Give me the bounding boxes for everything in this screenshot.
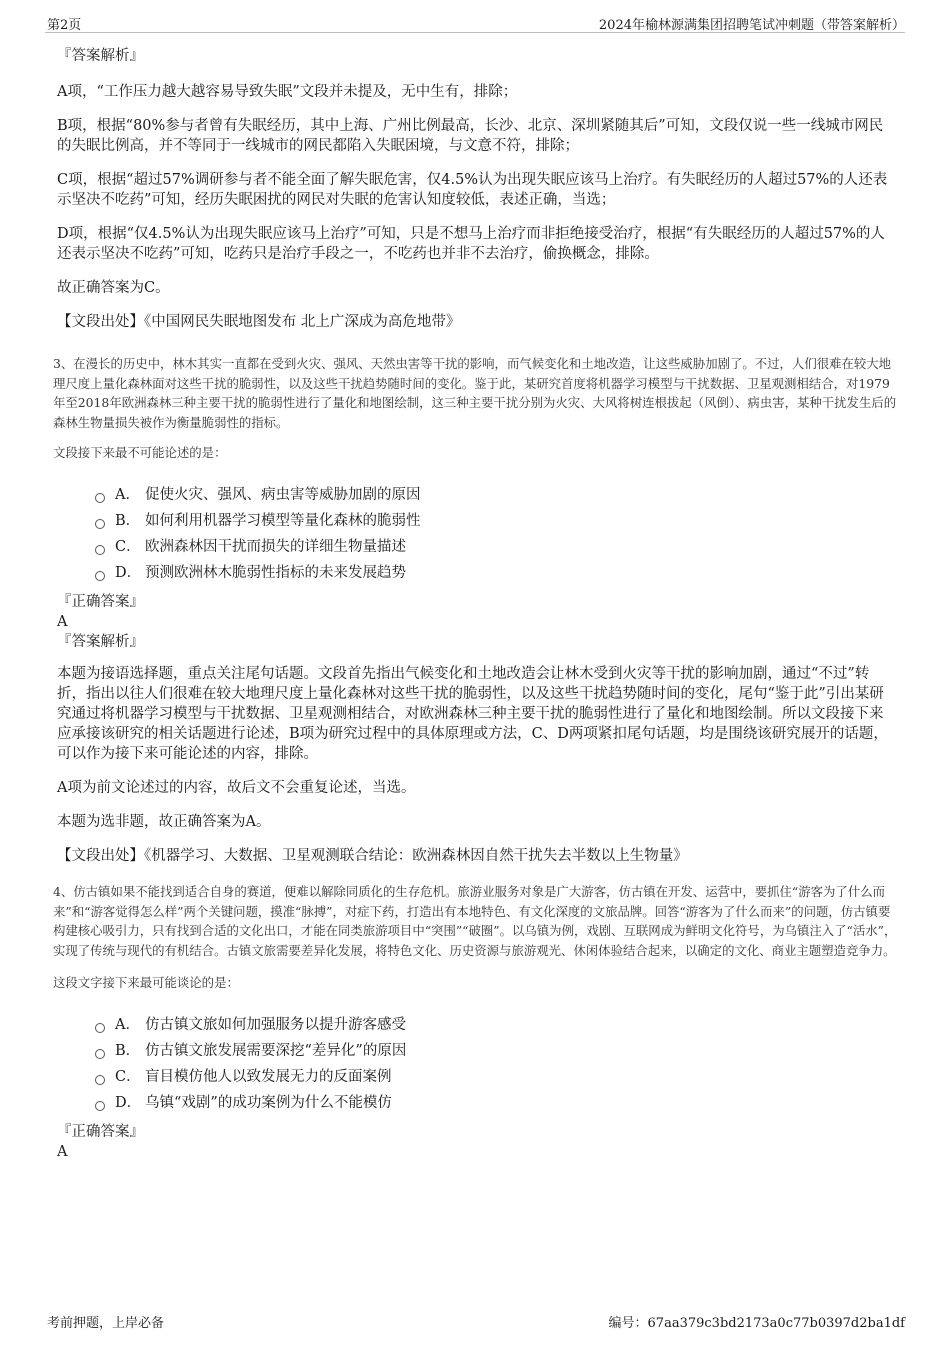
analysis-paragraph: A项，“工作压力越大越容易导致失眠”文段并未提及，无中生有，排除；: [57, 84, 518, 100]
analysis-label: 『答案解析』: [57, 634, 144, 650]
footer-doc-id: 编号：67aa379c3bd2173a0c77b0397d2ba1df: [608, 1316, 905, 1331]
analysis-label: 『答案解析』: [57, 48, 144, 64]
option-a[interactable]: A． 促使火灾、强风、病虫害等威胁加剧的原因: [95, 482, 897, 508]
analysis-paragraph: B项，根据“80%参与者曾有失眠经历，其中上海、广州比例最高，长沙、北京、深圳紧随其后”可知，文段仅说一些一线城市网民的失眠比例高，并不等同于一线城市的网民都陷入失眠困境，与文意不符，排除；: [57, 118, 884, 154]
page-header: [45, 0, 905, 33]
correct-answer: A: [57, 1144, 68, 1160]
radio-icon[interactable]: [95, 571, 105, 581]
radio-icon[interactable]: [95, 1101, 105, 1111]
radio-icon[interactable]: [95, 519, 105, 529]
analysis-paragraph: C项，根据“超过57%调研参与者不能全面了解失眠危害，仅4.5%认为出现失眠应该马上治疗。有失眠经历的人超过57%的人还表示坚决不吃药”可知，经历失眠困扰的网民对失眠的危害认知度较低，表述正确，当选；: [57, 172, 888, 208]
question-4-options: [95, 1012, 897, 1116]
option-d[interactable]: D． 预测欧洲林木脆弱性指标的未来发展趋势: [95, 560, 897, 586]
analysis-paragraph: 本题为选非题，故正确答案为A。: [57, 814, 271, 830]
radio-icon[interactable]: [95, 493, 105, 503]
question-4-text: 4、仿古镇如果不能找到适合自身的赛道，便难以解除同质化的生存危机。旅游业服务对象是广大游客，仿古镇在开发、运营中，要抓住“游客为了什么而来”和“游客觉得怎么样”两个关键问题，摸准“脉搏”，对症下药，打造出有本地特色、有文化深度的文旅品牌。回答“游客为了什么而来”的问题，仿古镇要构建核心吸引力，只有找到合适的文化出口，才能在同类旅游项目中“突围”“破圈”。以乌镇为例，戏剧、互联网成为鲜明文化符号，为乌镇注入了“活水”，实现了传统与现代的有机结合。古镇文旅需要差异化发展，将特色文化、历史资源与旅游观光、休闲体验结合起来，以确定的文化、商业主题塑造竞争力。: [53, 884, 897, 958]
correct-answer-label: 『正确答案』: [57, 1124, 144, 1140]
question-3-text: 3、在漫长的历史中，林木其实一直都在受到火灾、强风、天然虫害等干扰的影响，而气候变化和土地改造，让这些威胁加剧了。不过，人们很难在较大地理尺度上量化森林面对这些干扰的脆弱性，以及这些干扰趋势随时间的变化。鉴于此，某研究首度将机器学习模型与干扰数据、卫星观测相结合，对1979年至2018年欧洲森林三种主要干扰的脆弱性进行了量化和地图绘制，这三种主要干扰分别为火灾、大风将树连根拔起（风倒）、病虫害，某种干扰发生后的森林生物量损失被作为衡量脆弱性的指标。: [53, 356, 897, 430]
analysis-paragraph: 本题为接语选择题，重点关注尾句话题。文段首先指出气候变化和土地改造会让林木受到火灾等干扰的影响加剧，通过“不过”转折，指出以往人们很难在较大地理尺度上量化森林对这些干扰的脆弱性，以及这些干扰趋势随时间的变化，尾句“鉴于此”引出某研究通过将机器学习模型与干扰数据、卫星观测相结合，对欧洲森林三种主要干扰的脆弱性进行了量化和地图绘制。所以文段接下来应承接该研究的相关话题进行论述，B项为研究过程中的具体原理或方法，C、D两项紧扣尾句话题，均是围绕该研究展开的话题，可以作为接下来可能论述的内容，排除。: [57, 666, 888, 762]
source-citation: 【文段出处】《机器学习、大数据、卫星观测联合结论：欧洲森林因自然干扰失去半数以上生物量》: [57, 848, 688, 864]
footer-slogan: 考前押题，上岸必备: [47, 1316, 165, 1331]
correct-answer-label: 『正确答案』: [57, 594, 144, 610]
option-a[interactable]: A． 仿古镇文旅如何加强服务以提升游客感受: [95, 1012, 897, 1038]
document-body: [53, 46, 897, 1162]
correct-answer: A: [57, 614, 68, 630]
question-4-prompt: 这段文字接下来最可能谈论的是：: [53, 975, 239, 990]
page-number: 第2页: [47, 18, 82, 33]
source-citation: 【文段出处】《中国网民失眠地图发布 北上广深成为高危地带》: [57, 314, 461, 330]
question-3-prompt: 文段接下来最不可能论述的是：: [53, 445, 227, 460]
radio-icon[interactable]: [95, 1049, 105, 1059]
document-title: 2024年榆林源满集团招聘笔试冲刺题（带答案解析）: [598, 18, 905, 33]
analysis-paragraph: A项为前文论述过的内容，故后文不会重复论述，当选。: [57, 780, 416, 796]
option-b[interactable]: B． 仿古镇文旅发展需要深挖“差异化”的原因: [95, 1038, 897, 1064]
analysis-paragraph: 故正确答案为C。: [57, 280, 170, 296]
radio-icon[interactable]: [95, 1075, 105, 1085]
radio-icon[interactable]: [95, 545, 105, 555]
option-d[interactable]: D． 乌镇“戏剧”的成功案例为什么不能模仿: [95, 1090, 897, 1116]
analysis-paragraph: D项，根据“仅4.5%认为出现失眠应该马上治疗”可知，只是不想马上治疗而非拒绝接受治疗，根据“有失眠经历的人超过57%的人还表示坚决不吃药”可知，吃药只是治疗手段之一，不吃药也并非不去治疗，偷换概念，排除。: [57, 226, 885, 262]
radio-icon[interactable]: [95, 1023, 105, 1033]
option-b[interactable]: B． 如何利用机器学习模型等量化森林的脆弱性: [95, 508, 897, 534]
option-c[interactable]: C． 盲目模仿他人以致发展无力的反面案例: [95, 1064, 897, 1090]
option-c[interactable]: C． 欧洲森林因干扰而损失的详细生物量描述: [95, 534, 897, 560]
question-3-options: [95, 482, 897, 586]
